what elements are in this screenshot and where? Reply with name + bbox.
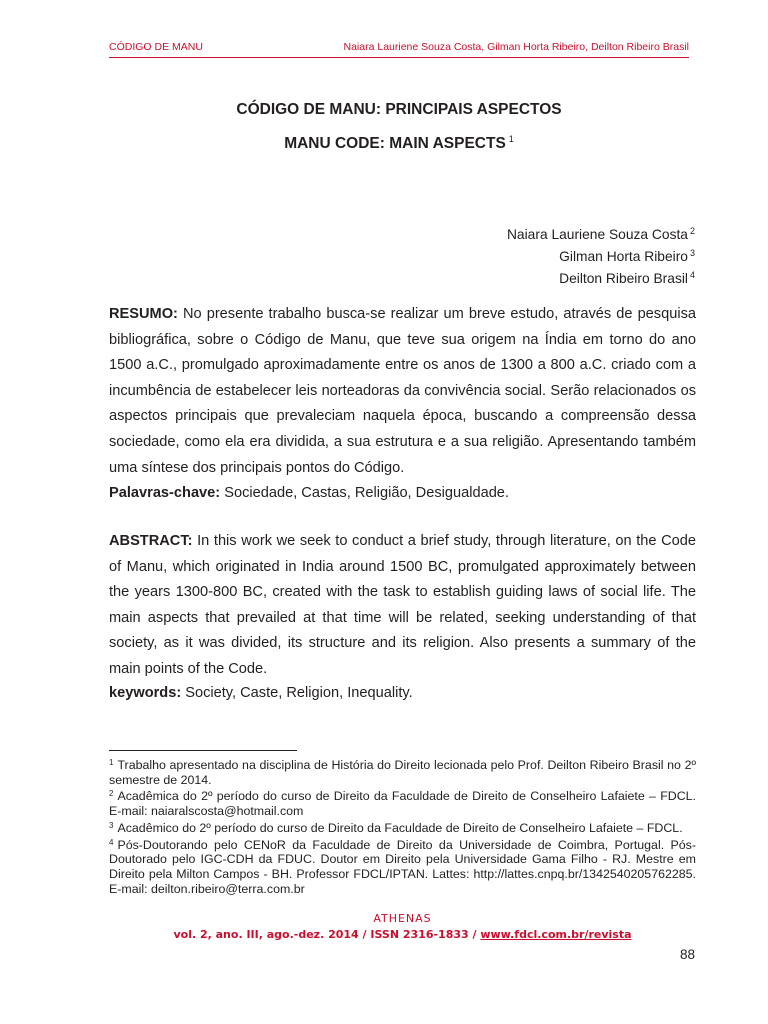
footnote-text: Trabalho apresentado na disciplina de História do Direito lecionada pelo Prof. Deilton Ribeiro Brasil no 2º semestre de 2014.: [109, 758, 696, 787]
author-footnote-ref: 3: [689, 248, 695, 258]
resumo-label: RESUMO:: [109, 306, 178, 322]
journal-info: [109, 928, 696, 941]
footnote-number: 4: [109, 837, 114, 847]
journal-link[interactable]: www.fdcl.com.br/revista: [480, 928, 632, 941]
journal-citation: vol. 2, ano. III, ago.-dez. 2014 / ISSN 2316-1833 /: [173, 928, 481, 941]
page-number: 88: [679, 947, 695, 962]
keywords-label: keywords:: [109, 685, 182, 701]
footnote-text: Acadêmico do 2º período do curso de Direito da Faculdade de Direito de Conselheiro Lafaiete – FDCL.: [117, 820, 683, 835]
running-header-authors: Naiara Lauriene Souza Costa, Gilman Horta Ribeiro, Deilton Ribeiro Brasil: [343, 41, 689, 53]
author-list: [507, 222, 695, 288]
footnote-item: [109, 756, 696, 787]
footnote-divider: [109, 750, 297, 751]
author-item: [507, 266, 695, 288]
footnote-number: 1: [109, 758, 114, 767]
author-footnote-ref: 2: [689, 226, 695, 236]
journal-footer: [109, 912, 696, 941]
abstract-text: In this work we seek to conduct a brief study, through literature, on the Code of Manu, which originated in India around 1500 BC, promulgated approximately between the years 1300-800 BC, created with the task to establish guiding laws of social life. The main aspects that prevailed at that time will be related, seeking understanding of that society, as it was divided, its structure and its religion. Also presents a summary of the main points of the Code.: [109, 533, 696, 677]
keywords-text: Society, Caste, Religion, Inequality.: [185, 685, 413, 701]
title-english: [109, 134, 689, 153]
author-footnote-ref: 4: [689, 270, 695, 280]
abstract-label: ABSTRACT:: [109, 533, 193, 549]
abstract-paragraph: [109, 529, 696, 683]
author-item: [507, 222, 695, 244]
footnote-text: Pós-Doutorando pelo CENoR da Faculdade de Direito da Universidade de Coimbra, Portugal. Pós-Doutorado pelo IGC-CDH da FDUC. Doutor em Direito pela Universidade Gama Filho - RJ. Mestre em Direito pela Milton Campos - BH. Professor FDCL/IPTAN. Lattes: http://lattes.cnpq.br/1342540205762285. E-mail: deilton.ribeiro@terra.com.br: [109, 837, 696, 896]
palavras-chave-label: Palavras-chave:: [109, 485, 221, 501]
palavras-chave-paragraph: [109, 481, 696, 507]
palavras-chave-text: Sociedade, Castas, Religião, Desigualdade.: [224, 485, 509, 501]
resumo-text: No presente trabalho busca-se realizar um breve estudo, através de pesquisa bibliográfica, sobre o Código de Manu, que teve sua origem na Índia em torno do ano 1500 a.C., promulgado aproximadamente entre os anos de 1300 a 800 a.C. criado com a incumbência de estabelecer leis norteadoras da convivência social. Serão relacionados os aspectos principais que prevaleciam naquela época, buscando a compreensão dessa sociedade, como ela era dividida, a sua estrutura e a sua religião. Apresentando também uma síntese dos principais pontos do Código.: [109, 306, 696, 476]
resumo-paragraph: [109, 302, 696, 481]
title-portuguese: CÓDIGO DE MANU: PRINCIPAIS ASPECTOS: [236, 101, 562, 118]
footnote-item: [109, 787, 696, 818]
footnote-text: Acadêmica do 2º período do curso de Direito da Faculdade de Direito de Conselheiro Lafaiete – FDCL. E-mail: naiaralscosta@hotmail.com: [109, 789, 696, 819]
author-name: Naiara Lauriene Souza Costa: [506, 227, 688, 242]
footnotes: [109, 756, 696, 896]
keywords-paragraph: [109, 681, 696, 707]
author-name: Deilton Ribeiro Brasil: [559, 271, 688, 286]
title-footnote-ref: 1: [508, 134, 514, 144]
journal-name: ATHENAS: [373, 912, 432, 925]
title-english-text: MANU CODE: MAIN ASPECTS: [284, 135, 506, 152]
running-header-title: CÓDIGO DE MANU: [109, 41, 203, 53]
footnote-item: [109, 819, 696, 836]
footnote-number: 2: [109, 789, 114, 799]
footnote-item: [109, 836, 696, 897]
author-item: [507, 244, 695, 266]
author-name: Gilman Horta Ribeiro: [559, 249, 688, 264]
running-header: [109, 40, 689, 58]
footnote-number: 3: [109, 820, 114, 830]
